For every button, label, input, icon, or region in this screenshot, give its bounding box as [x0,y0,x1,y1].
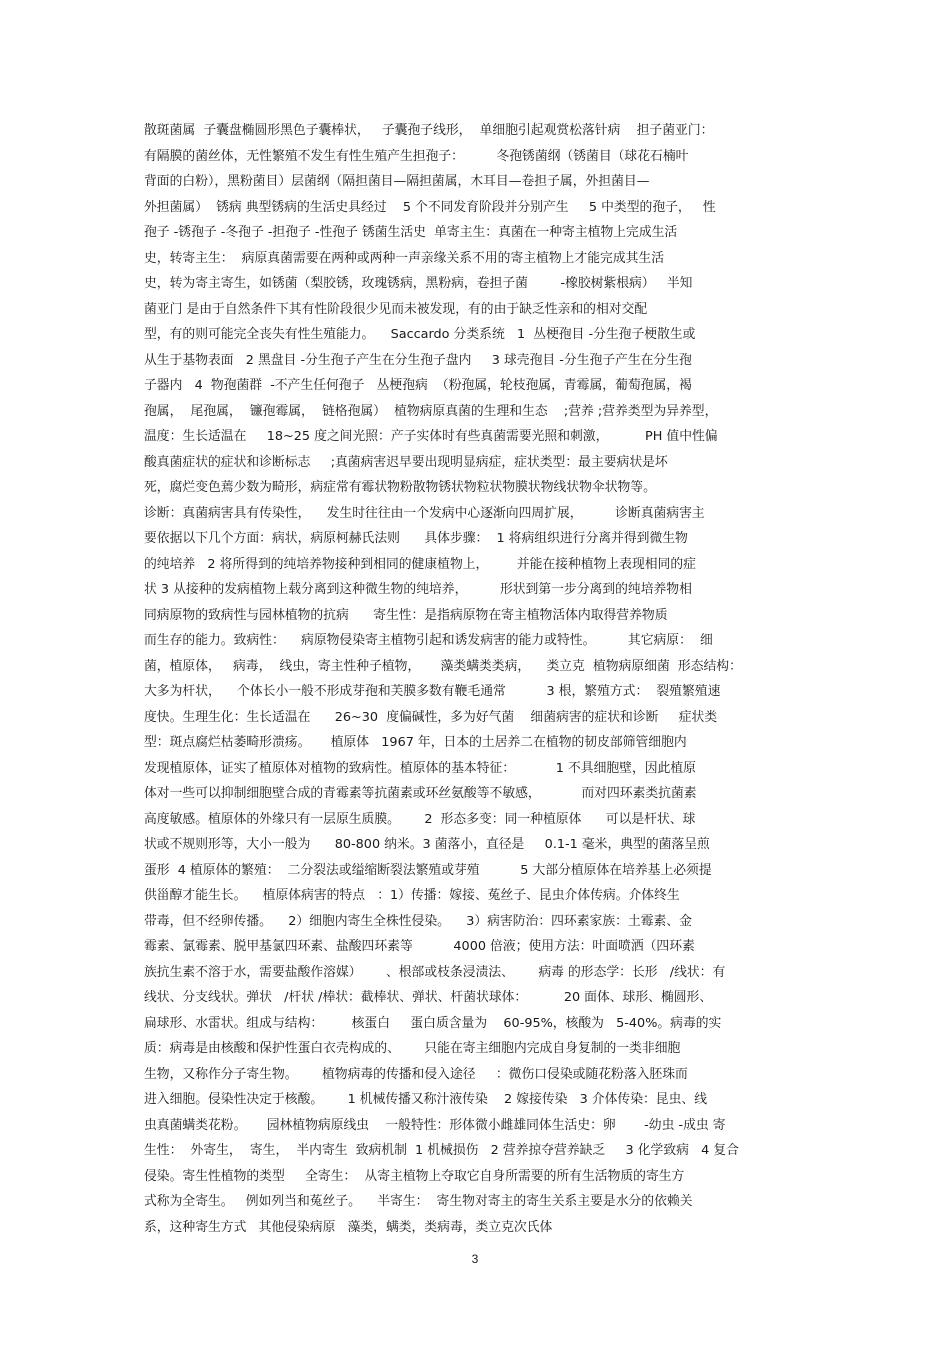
text-line: 高度敏感。植原体的外缘只有一层原生质膜。 2 形态多变：同一种植原体 可以是杆状、球 [144,811,696,827]
text-line: 式称为全寄生。 例如列当和菟丝子。 半寄生： 寄生物对寄主的寄生关系主要是水分的依赖关 [144,1194,693,1209]
text-line: 扁球形、水雷状。组成与结构： 核蛋白 蛋白质含量为 60-95%，核酸为 5-40%。病毒的实 [144,1015,722,1031]
text-line: 大多为杆状， 个体长小一般不形成芽孢和芙膜多数有鞭毛通常 3 根，繁殖方式： 裂殖繁殖速 [144,684,721,699]
text-line: 菌，植原体， 病毒， 线虫，寄主性种子植物， 藻类螨类类病， 类立克 植物病原细菌 形态结构： [144,658,742,674]
text-line: 进入细胞。侵染性决定于核酸。 1 机械传播又称汁液传染 2 嫁接传染 3 介体传染：昆虫、线 [144,1092,707,1107]
text-line: 生性： 外寄生， 寄生， 半内寄生 致病机制 1 机械损伤 2 营养掠夺营养缺乏 3 化学致病 4 复合 [144,1143,739,1158]
text-line: 型，有的则可能完全丧失有性生殖能力。 Saccardo 分类系统 1 丛梗孢目 -分生孢子梗散生或 [144,327,696,342]
text-line: 体对一些可以抑制细胞壁合成的青霉素等抗菌素或环丝氨酸等不敏感， 而对四环素类抗菌素 [144,786,697,801]
text-line: 系，这种寄生方式 其他侵染病原 藻类，螨类，类病毒，类立克次氏体 [144,1219,553,1235]
text-line: 孢属， 尾孢属， 镰孢霉属， 链格孢属） 植物病原真菌的生理和生态 ;营养 ;营养类型为异养型， [144,403,718,419]
page-number: 3 [471,1252,479,1266]
text-line: 的纯培养 2 将所得到的纯培养物接种到相同的健康植物上， 并能在接种植物上表现相同的症 [144,556,696,572]
text-line: 质：病毒是由核酸和保护性蛋白衣壳构成的、 只能在寄主细胞内完成自身复制的一类非细胞 [144,1041,681,1056]
text-line: 发现植原体，证实了植原体对植物的致病性。植原体的基本特征： 1 不具细胞壁，因此植原 [144,760,696,776]
text-line: 背面的白粉），黑粉菌目）层菌纲（隔担菌目—隔担菌属，木耳目—卷担子属，外担菌目— [144,174,650,189]
body-text [144,118,812,1240]
text-line: 侵染。寄生性植物的类型 全寄生： 从寄主植物上夺取它自身所需要的所有生活物质的寄生方 [144,1168,685,1184]
text-line: 史，转寄主生： 病原真菌需要在两种或两种一声亲缘关系不用的寄主植物上才能完成其生活 [144,250,665,266]
text-line: 史，转为寄主寄生，如锈菌（梨胶锈，玫瑰锈病，黑粉病，卷担子菌 -橡胶树紫根病） 半知 [144,276,693,291]
text-line: 要依据以下几个方面：病状，病原柯赫氏法则 具体步骤： 1 将病组织进行分离并得到微生物 [144,531,688,546]
text-line: 而生存的能力。致病性： 病原物侵染寄主植物引起和诱发病害的能力或特性。 其它病原： 细 [144,633,713,648]
text-line: 生物，又称作分子寄生物。 植物病毒的传播和侵入途径 ：微伤口侵染或随花粉落入胚珠而 [144,1066,688,1082]
text-line: 族抗生素不溶于水，需要盐酸作溶媒） 、根部或枝条浸渍法、 病毒 的形态学：长形 /线状：有 [144,964,726,980]
text-line: 孢子 -锈孢子 -冬孢子 -担孢子 -性孢子 锈菌生活史 单寄主生：真菌在一种寄主植物上完成生活 [144,225,678,240]
text-line: 蛋形 4 植原体的繁殖： 二分裂法或缢缩断裂法繁殖或芽殖 5 大部分植原体在培养基上必须提 [144,862,712,878]
text-line: 从生于基物表面 2 黑盘目 -分生孢子产生在分生孢子盘内 3 球壳孢目 -分生孢子产生在分生孢 [144,352,692,368]
text-line: 子器内 4 物孢菌群 -不产生任何孢子 丛梗孢病 （粉孢属，轮枝孢属，青霉属，葡萄孢属，褐 [144,378,692,393]
text-line: 虫真菌螨类花粉。 园林植物病原线虫 一般特性：形体微小雌雄同体生活史：卵 -幼虫 -成虫 寄 [144,1117,726,1133]
text-line: 菌亚门 是由于自然条件下其有性阶段很少见而未被发现，有的由于缺乏性亲和的相对交配 [144,301,648,317]
text-line: 线状、分支线状。弹状 /杆状 /棒状：截棒状、弹状、杆菌状球体： 20 面体、球形、椭圆形、 [144,990,713,1005]
text-line: 霉素、氯霉素、脱甲基氯四环素、盐酸四环素等 4000 倍液；使用方法：叶面喷洒（四环素 [144,939,695,954]
text-line: 型：斑点腐烂枯萎畸形溃疡。 植原体 1967 年，日本的土居养二在植物的韧皮部筛管细胞内 [144,735,687,750]
text-line: 状或不规则形等，大小一般为 80-800 纳米。3 菌落小，直径是 0.1-1 毫米，典型的菌落呈煎 [144,837,710,852]
text-line: 状 3 从接种的发病植物上载分离到这种微生物的纯培养， 形状到第一步分离到的纯培养物相 [144,582,692,597]
text-line: 度快。生理生化：生长适温在 26~30 度偏碱性，多为好气菌 细菌病害的症状和诊断 症状类 [144,709,718,725]
text-line: 供甾醇才能生长。 植原体病害的特点 ：1）传播：嫁接、菟丝子、昆虫介体传病。介体终生 [144,888,680,903]
text-line: 诊断：真菌病害具有传染性， 发生时往往由一个发病中心逐渐向四周扩展， 诊断真菌病害主 [144,505,705,521]
text-line: 外担菌属） 锈病 典型锈病的生活史具经过 5 个不同发育阶段并分别产生 5 中类型的孢子， 性 [144,199,716,215]
text-line: 死，腐烂变色蔫少数为畸形，病症常有霉状物粉散物锈状物粒状物膜状物线状物伞状物等。 [144,480,656,495]
text-line: 有隔膜的菌丝体，无性繁殖不发生有性生殖产生担孢子： 冬孢锈菌纲（锈菌目（球花石楠叶 [144,148,689,164]
text-line: 带毒，但不经卵传播。 2）细胞内寄生全株性侵染。 3）病害防治：四环素家族：土霉素、金 [144,913,692,929]
text-line: 温度：生长适温在 18~25 度之间光照：产子实体时有些真菌需要光照和刺激， PH 值中性偏 [144,429,718,444]
text-line: 同病原物的致病性与园林植物的抗病 寄生性：是指病原物在寄主植物活体内取得营养物质 [144,607,668,623]
text-line: 散斑菌属 子囊盘椭圆形黑色子囊棒状， 子囊孢子线形， 单细胞引起观赏松落针病 担子菌亚门： [144,123,714,138]
text-line: 酸真菌症状的症状和诊断标志 ;真菌病害迟早要出现明显病症，症状类型：最主要病状是坏 [144,454,668,470]
